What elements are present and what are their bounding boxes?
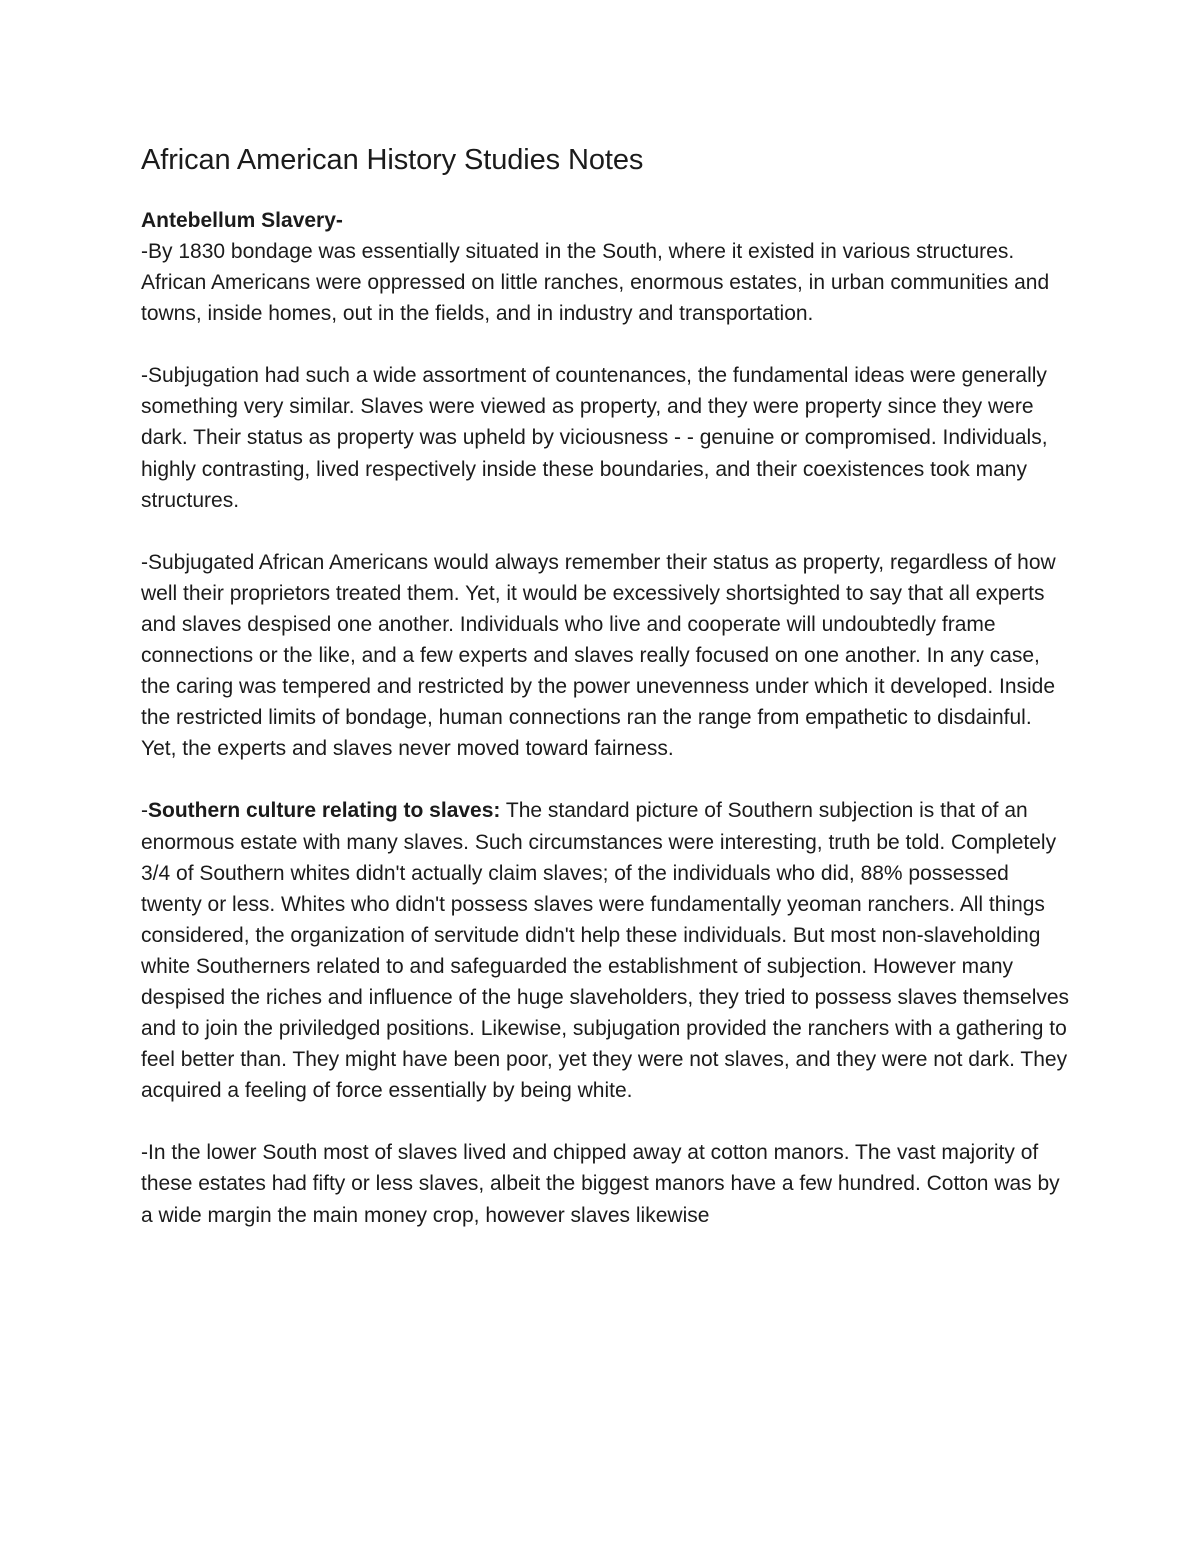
paragraph-subjugation-ideas: -Subjugation had such a wide assortment of countenances, the fundamental ideas were generally something very similar. Slaves were viewed as property, and they were property since they were dark. Their status as property was upheld by viciousness - - genuine or compromised. Individuals, highly contrasting, lived respectively inside these boundaries, and their coexistences took many structures. [141,364,1048,512]
document-body [141,140,1071,1262]
paragraph-cotton-manors: -In the lower South most of slaves lived and chipped away at cotton manors. The vast majority of these estates had fifty or less slaves, albeit the biggest manors have a few hundred. Cotton was by a wide margin the main money crop, however slaves likewise [141,1141,1060,1227]
paragraph-bondage-structures: -By 1830 bondage was essentially situated in the South, where it existed in various structures. African Americans were oppressed on little ranches, enormous estates, in urban communities and towns, inside homes, out in the fields, and in industry and transportation. [141,240,1050,326]
paragraph-southern-culture [141,795,1071,1106]
southern-culture-text: The standard picture of Southern subjection is that of an enormous estate with many slaves. Such circumstances were interesting, truth be told. Completely 3/4 of Southern whites didn't actually claim slaves; of the individuals who did, 88% possessed twenty or less. Whites who didn't possess slaves were fundamentally yeoman ranchers. All things considered, the organization of servitude didn't help these individuals. But most non-slaveholding white Southerners related to and safeguarded the establishment of subjection. However many despised the riches and influence of the huge slaveholders, they tried to possess slaves themselves and to join the priviledged positions. Likewise, subjugation provided the ranchers with a gathering to feel better than. They might have been poor, yet they were not slaves, and they were not dark. They acquired a feeling of force essentially by being white. [141,799,1070,1103]
section-heading: Antebellum Slavery- [141,209,343,232]
paragraph-status-as-property: -Subjugated African Americans would always remember their status as property, regardless of how well their proprietors treated them. Yet, it would be excessively shortsighted to say that all experts and slaves despised one another. Individuals who live and cooperate will undoubtedly frame connections or the like, and a few experts and slaves really focused on one another. In any case, the caring was tempered and restricted by the power unevenness under which it developed. Inside the restricted limits of bondage, human connections ran the range from empathetic to disdainful. Yet, the experts and slaves never moved toward fairness. [141,550,1056,761]
southern-culture-label: Southern culture relating to slaves: [148,799,501,823]
document-title: African American History Studies Notes [141,144,644,176]
paragraph-dash: - [141,799,148,823]
